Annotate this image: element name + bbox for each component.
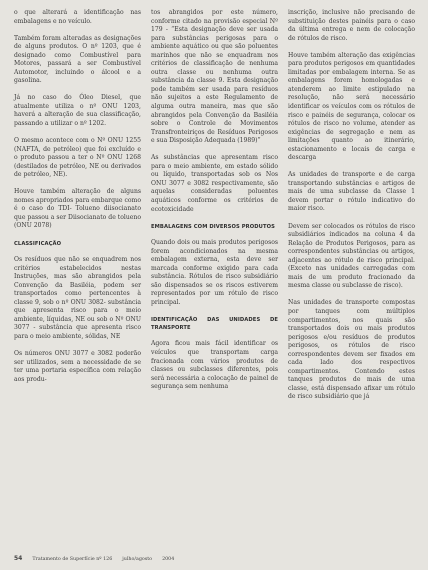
body-paragraph: As unidades de transporte e de carga transportando substâncias e artigos de mais de uma subclasse da Classe 1 devem portar o rótulo indicativo do maior risco. (288, 171, 415, 213)
section-heading: EMBALAGENS COM DIVERSOS PRODUTOS (151, 223, 275, 230)
body-paragraph: Também foram alteradas as designações de alguns produtos. O nº 1203, que é designado como Combustível para Motores, passará a ser Combustível Automotor, incluindo o álcool e a gasolina. (14, 34, 141, 85)
body-paragraph: Agora ficou mais fácil identificar os veículos que transportam carga fracionada com vários produtos de classes ou subclasses diferentes, pois será necessária a colocação de painel de segurança sem nenhuma (151, 340, 278, 391)
section-heading: CLASSIFICAÇÃO (14, 240, 62, 247)
body-paragraph: Devem ser colocados os rótulos de risco subsidiários indicados na coluna 4 da Relação de Produtos Perigosos, para as correspondentes substâncias ou artigos, adjacentes ao rótulo de risco principal.(Exceto nas unidades carregadas com mais de um produto fracionado da mesma classe ou subclasse de risco). (288, 222, 415, 290)
body-paragraph: Quando dois ou mais produtos perigosos forem acondicionados na mesma embalagem externa, esta deve ser marcada conforme exigido para cada substância. Rótulos de risco subsidiário são dispensados se os riscos estiverem representados por um rótulo de risco principal. (151, 239, 278, 306)
body-paragraph: Os números ONU 3077 e 3082 poderão ser utilizados, sem a necessidade de se ter uma portaria específica com relação aos produ- (14, 350, 141, 383)
page-footer (14, 556, 174, 563)
body-paragraph: Os resíduos que não se enquadrem nos critérios estabelecidos nestas Instruções, mas são abrangidos pela Convenção da Basiléia, podem ser transportados como pertencentes à classe 9, sob o nº ONU 3082- substância que apresenta risco para o meio ambiente, líquidas, NE ou sob o Nº ONU 3077 - substância que apresenta risco para o meio ambiente, sólidas, NE (14, 256, 141, 340)
column-3 (288, 9, 415, 410)
body-paragraph: O mesmo acontece com o Nº ONU 1255 (NAFTA, de petróleo) que foi excluído e o produto passou a ter o Nº ONU 1268 (destilados de petróleo, NE ou derivados de petróleo, NE). (14, 137, 141, 179)
body-paragraph: tos abrangidos por este número, conforme citado na provisão especial Nº 179 - “Esta designação deve ser usada para substâncias perigosas para o ambiente aquático ou que são poluentes marinhos que não se enquadram nos critérios de classificação de nenhuma outra classe ou nenhuma outra substância da classe 9. Esta designação pode também ser usada para resíduos não sujeitos a este Regulamento de alguma outra maneira, mas que são abrangidos pela Convenção da Basiléia sobre o Controle de Movimentos Transfronteiriços de Resíduos Perigosos e sua Disposição Adequada (1989)” (151, 9, 278, 145)
publication-date: julho/agosto (122, 557, 153, 562)
body-paragraph: Nas unidades de transporte compostas por tanques com múltiplos compartimentos, nos quais são transportados dois ou mais produtos perigosos e/ou resíduos de produtos perigosos, os rótulos de risco correspondentes devem ser fixados em cada lado dos respectivos compartimentos. Contendo estes tanques produtos de mais de uma classe, está dispensado afixar um rótulo de risco subsidiário que já (288, 299, 415, 401)
body-paragraph: Houve também alteração de alguns nomes apropriados para embarque como é o caso do TDI- Tolueno diisocianato que passou a ser Diisocianato de tolueno (ONU 2078) (14, 188, 141, 230)
page-number: 54 (14, 555, 23, 562)
column-2 (151, 9, 278, 400)
body-paragraph: inscrição, inclusive não precisando de substituição destes painéis para o caso da última entrega e nem de colocação de rótulos de risco. (288, 9, 415, 42)
section-heading: IDENTIFICAÇÃO DAS UNIDADES DE TRANSPORTE (151, 316, 278, 331)
body-paragraph: Já no caso do Óleo Diesel, que atualmente utiliza o nº ONU 1203, haverá a alteração de sua classificação, passando a utilizar o nº 1202. (14, 94, 141, 128)
publication-title: Tratamento de Superfície nº 126 (32, 557, 113, 562)
body-paragraph: As substâncias que apresentam risco para o meio ambiente, em estado sólido ou líquido, transportadas sob os Nos ONU 3077 e 3082 respectivamente, são aquelas consideradas poluentes aquáticos conforme os critérios de ecotoxicidade (151, 154, 278, 213)
body-paragraph: Houve também alteração das exigências para produtos perigosos em quantidades limitadas por embalagem interna. Se as embalagens forem homologadas e atenderem ao limite estipulado na resolução, não será necessário identificar os veículos com os rótulos de risco e painéis de segurança, colocar os rótulos de risco no volume, atender as exigências de segregação e nem as limitações quanto ao itinerário, estacionamento e locais de carga e descarga (288, 51, 415, 162)
publication-year: 2004 (162, 557, 175, 562)
column-1 (14, 9, 141, 393)
body-paragraph: o que alterará a identificação nas embalagens e no veículo. (14, 9, 141, 25)
